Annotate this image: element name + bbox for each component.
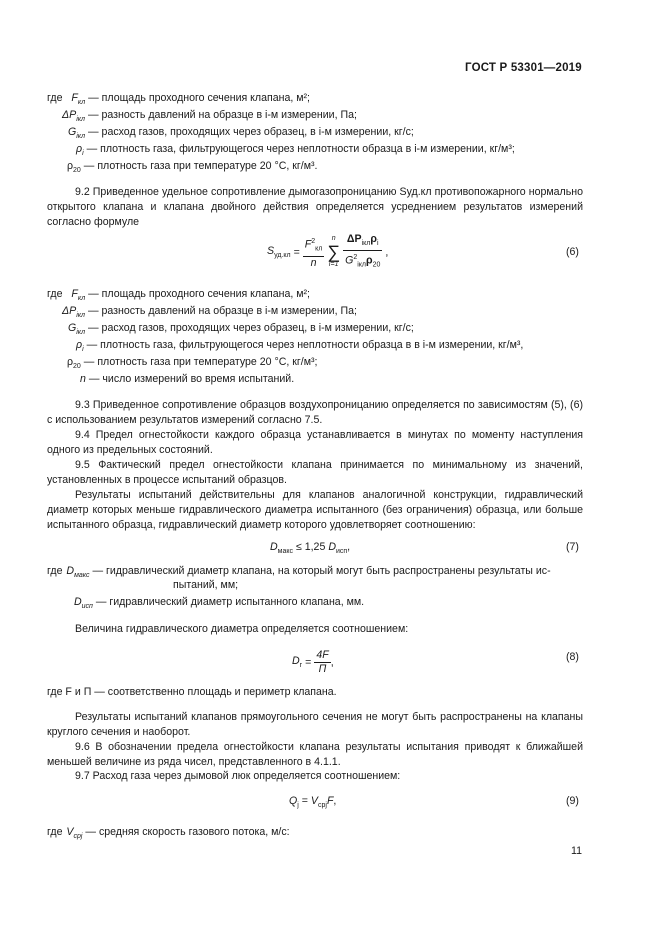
- definition-text: — гидравлический диаметр испытанного клапана, мм.: [95, 596, 365, 608]
- definition-symbol: $D_{макс}$: [66, 565, 90, 580]
- paragraph-hydraulic-diameter: Величина гидравлического диаметра определяется соотношением:: [75, 623, 409, 635]
- definition-text: — расход газов, проходящих через образец, в i-м измерении, кг/с;: [88, 126, 414, 138]
- equation-9: $Q_j = V_{срj}F$,: [289, 795, 337, 810]
- definition-symbol: $V_{срj}$: [66, 826, 83, 841]
- paragraph-results-validity: Результаты испытаний действительны для клапанов аналогичной конструкции, гидравлический диаметр которых меньше гидравлического диаметра испытанного (без ограничения) образца, или больше испытанного образца, гидравлический диаметр которого удовлетворяет соотношению:: [47, 489, 583, 532]
- definition-text: — плотность газа при температуре 20 °С, кг/м³.: [83, 160, 318, 172]
- definition-text: — плотность газа, фильтрующегося через неплотности образца в i-м измерении, кг/м³;: [86, 143, 515, 155]
- fraction-pressure-over-flow: $\frac{\Delta P_{iкл}\rho_i}{G^2_{iкл}\rho_{20}}$: [345, 233, 381, 269]
- definition-symbol: $F_{кл}$: [71, 288, 86, 303]
- definition-symbol: $\rho_i$: [76, 339, 84, 354]
- definition-text: — гидравлический диаметр клапана, на который могут быть распространены результаты ис-: [92, 565, 551, 577]
- definition-text: — площадь проходного сечения клапана, м²;: [88, 288, 311, 300]
- equation-7-number: (7): [566, 541, 579, 553]
- standard-header: ГОСТ Р 53301—2019: [465, 62, 582, 74]
- paragraph-9-5: 9.5 Фактический предел огнестойкости клапана принимается по минимальному из значений, установленных в процессе испытаний образцов.: [47, 459, 583, 487]
- definition-text: — плотность газа, фильтрующегося через неплотности образца в в i-м измерении, кг/м³,: [86, 339, 524, 351]
- definition-lead: где: [47, 826, 63, 838]
- definition-symbol: $F_{кл}$: [71, 92, 86, 107]
- paragraph-9-2: 9.2 Приведенное удельное сопротивление дымогазопроницанию Sуд.кл противопожарного нормально открытого клапана и клапана двойного действия определяется усреднением результатов измерений согласно формуле: [47, 186, 583, 229]
- definition-text: — плотность газа при температуре 20 °С, кг/м³;: [83, 356, 318, 368]
- equation-8-number: (8): [566, 651, 579, 663]
- equation-7: $D_{макс} \le 1,25$ $D_{исп}$,: [270, 541, 351, 556]
- definition-lead: где: [47, 565, 63, 577]
- paragraph-9-6: 9.6 В обозначении предела огнестойкости клапана результаты испытания приводят к ближайшей меньшей величине из ряда чисел, представленного в 4.1.1.: [47, 741, 583, 769]
- equation-6-number: (6): [566, 246, 579, 258]
- fraction-area-over-n: $\frac{F^2_{кл}}{n}$: [303, 235, 325, 270]
- definition-symbol: $\Delta P_{iкл}$: [62, 109, 85, 124]
- summation-symbol: n ∑ i=1: [327, 235, 341, 269]
- definition-text: — разность давлений на образце в i-м измерении, Па;: [87, 305, 357, 317]
- definition-symbol: $D_{исп}$: [74, 596, 93, 611]
- page-number: 11: [571, 845, 582, 857]
- paragraph-9-7: 9.7 Расход газа через дымовой люк определяется соотношением:: [75, 770, 401, 782]
- definition-item: [67, 159, 317, 178]
- equation-6: $S_{уд.кл}$ = $\frac{F^2_{кл}}{n}$ n ∑ i=1 $\frac{\Delta P_{iкл}\rho_i}{G^2_{iкл}\rho_{20}}$ ,: [267, 233, 388, 272]
- equation-8: $D_г$ = $\frac{4F}{П}$ ,: [292, 649, 334, 675]
- definition-symbol: n: [80, 373, 86, 385]
- definition-symbol: $\rho_{20}$: [67, 356, 81, 371]
- equation-9-number: (9): [566, 795, 579, 807]
- definition-text: — число измерений во время испытаний.: [88, 373, 295, 385]
- definition-text: — разность давлений на образце в i-м измерении, Па;: [87, 109, 357, 121]
- definition-lead: где: [47, 288, 63, 300]
- definition-continuation: пытаний, мм;: [173, 579, 239, 591]
- definition-symbol: $G_{iкл}$: [68, 126, 86, 141]
- definition-item: [80, 372, 294, 387]
- definition-item: [47, 825, 290, 844]
- definition-item: [74, 595, 364, 614]
- definition-symbol: $G_{iкл}$: [68, 322, 86, 337]
- definition-text: — площадь проходного сечения клапана, м²;: [88, 92, 311, 104]
- definition-symbol: $\rho_{20}$: [67, 160, 81, 175]
- definition-lead: где: [47, 92, 63, 104]
- paragraph-rectangular-section: Результаты испытаний клапанов прямоугольного сечения не могут быть распространены на клапаны круглого сечения и наоборот.: [47, 711, 583, 739]
- paragraph-9-3: 9.3 Приведенное сопротивление образцов воздухопроницанию определяется по зависимостям (5), (6) с использованием результатов измерений согласно 7.5.: [47, 399, 583, 427]
- definition-text: — расход газов, проходящих через образец, в i-м измерении, кг/с;: [88, 322, 414, 334]
- definition-item: [47, 564, 551, 583]
- definition-item: где F и П — соответственно площадь и периметр клапана.: [47, 686, 337, 698]
- paragraph-9-4: 9.4 Предел огнестойкости каждого образца устанавливается в минутах по моменту наступления одного из предельных состояний.: [47, 429, 583, 457]
- definition-text: — средняя скорость газового потока, м/с:: [85, 826, 290, 838]
- definition-symbol: $\Delta P_{iкл}$: [62, 305, 85, 320]
- fraction-4f-over-perimeter: $\frac{4F}{П}$: [316, 649, 329, 675]
- definition-symbol: $\rho_i$: [76, 143, 84, 158]
